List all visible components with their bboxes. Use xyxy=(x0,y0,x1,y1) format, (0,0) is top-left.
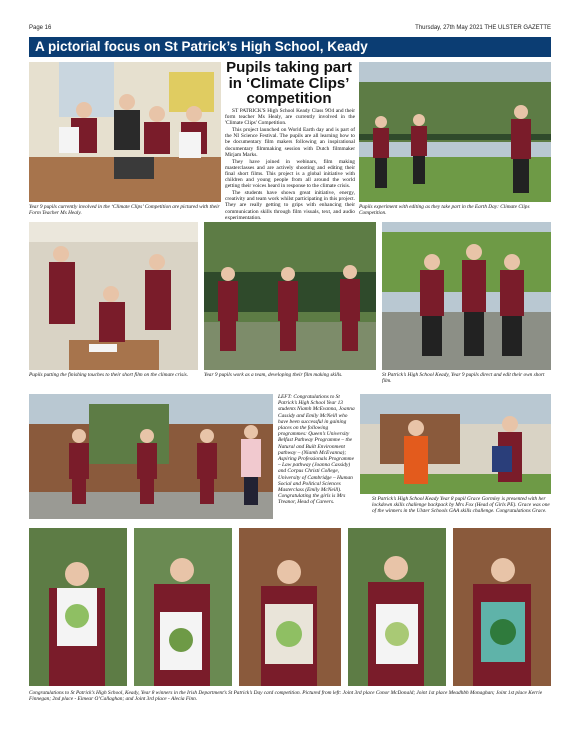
caption-photo6: LEFT: Congratulations to St Patrick’s High School Year 13 students Niamh McEvanna, Joanna Cassidy and Emily McNeill who have been successful in gaining places on the following programmes: Queen’s University Belfast Pathway Programme – the Natural and Built Environment pathway – (Niamh McEvanna); Aspiring Professionals Programme – Law pathway (Joanna Cassidy) and Corpus Christi College, University of Cambridge – Human Social and Political Sciences Masterclass (Emily McNeill). Congratulating the girls is Mrs Treanor, Head of Careers. xyxy=(278,394,355,506)
page-number: Page 16 xyxy=(29,25,52,31)
photo-classroom-group-image xyxy=(29,62,221,202)
section-banner: A pictorial focus on St Patrick’s High School, Keady xyxy=(29,37,551,57)
caption-photo5: St Patrick’s High School Keady, Year 9 pupils direct and edit their own short film. xyxy=(382,372,545,385)
photo-teamwork-image xyxy=(204,222,376,370)
article-paragraph: They have joined in webinars, film making masterclasses and are actively shooting and editing their final short films. This project is a global initiative with children and young people from all around the world getting their voices heard in response to the climate crisis. xyxy=(225,158,355,190)
photo-card-winner-3 xyxy=(239,528,341,686)
photo-directing xyxy=(382,222,551,370)
photo-finishing-touches xyxy=(29,222,198,370)
photo-teamwork xyxy=(204,222,376,370)
photo-card-winner-5 xyxy=(453,528,551,686)
photo-card-winner-5-image xyxy=(453,528,551,686)
article-paragraph: This project launched on World Earth day and is part of the NI Science Festival. The pupils are all learning how to be documentary film makers following an inspirational documentary filmmaking session with Dutch filmmaker Mirjam Marks. xyxy=(225,127,355,158)
photo-card-winner-4 xyxy=(348,528,446,686)
article-headline: Pupils taking part in ‘Climate Clips’ competition xyxy=(226,59,352,107)
photo-card-winner-2-image xyxy=(134,528,232,686)
photo-card-winner-3-image xyxy=(239,528,341,686)
photo-card-winner-1-image xyxy=(29,528,127,686)
photo-year13-students xyxy=(29,394,273,519)
caption-photo8: Congratulations to St Patrick’s High School, Keady, Year 8 winners in the Irish Department’s St Patrick’s Day card competition. Pictured from left: Joint 3rd place Conor McDonald; Joint 1st place Meadhbh Monaghan; Joint 1st place Kerrie Finnegan; 2nd place - Eimear O’Callaghan; and Joint 3rd place - Alecia Finn. xyxy=(29,690,543,703)
photo-outdoor-editing xyxy=(359,62,551,202)
photo-card-winner-1 xyxy=(29,528,127,686)
caption-photo7: St Patrick’s High School Keady Year 8 pupil Grace Gormley is presented with her lockdown skills challenge backpack by Mrs Fox (Head of Girls PE). Grace was one of the winners in the Ulster Schools GAA skills challenge. Congratulations Grace. xyxy=(372,496,550,515)
caption-photo4: Year 9 pupils work as a team, developing their film making skills. xyxy=(204,372,343,378)
photo-year13-students-image xyxy=(29,394,273,519)
caption-photo2: Pupils experiment with editing as they take part in the Earth Day: Climate Clips Competition. xyxy=(359,204,530,217)
article-paragraph: The students have shown great initiative, energy, creativity and team work whilst participating in this project. They are really getting to grips with enhancing their communication skills through film visuals, text, and audio experimentation. xyxy=(225,190,355,221)
article-paragraph: ST PATRICK'S High School Keady Class 9O4 and their form teacher Ms Healy, are currently involved in the 'Climate Clips' Competition. xyxy=(225,108,355,127)
photo-card-winner-4-image xyxy=(348,528,446,686)
photo-classroom-group xyxy=(29,62,221,202)
dateline: Thursday, 27th May 2021 THE ULSTER GAZETTE xyxy=(415,25,551,31)
photo-gaa-award-image xyxy=(360,394,551,494)
photo-outdoor-editing-image xyxy=(359,62,551,202)
article-body xyxy=(225,108,355,222)
photo-card-winner-2 xyxy=(134,528,232,686)
caption-photo3: Pupils putting the finishing touches to their short film on the climate crisis. xyxy=(29,372,189,378)
photo-finishing-touches-image xyxy=(29,222,198,370)
photo-directing-image xyxy=(382,222,551,370)
photo-gaa-award xyxy=(360,394,551,494)
caption-photo1: Year 9 pupils currently involved in the ‘Climate Clips’ Competition are pictured with their Form Teacher Ms Healy. xyxy=(29,204,220,217)
